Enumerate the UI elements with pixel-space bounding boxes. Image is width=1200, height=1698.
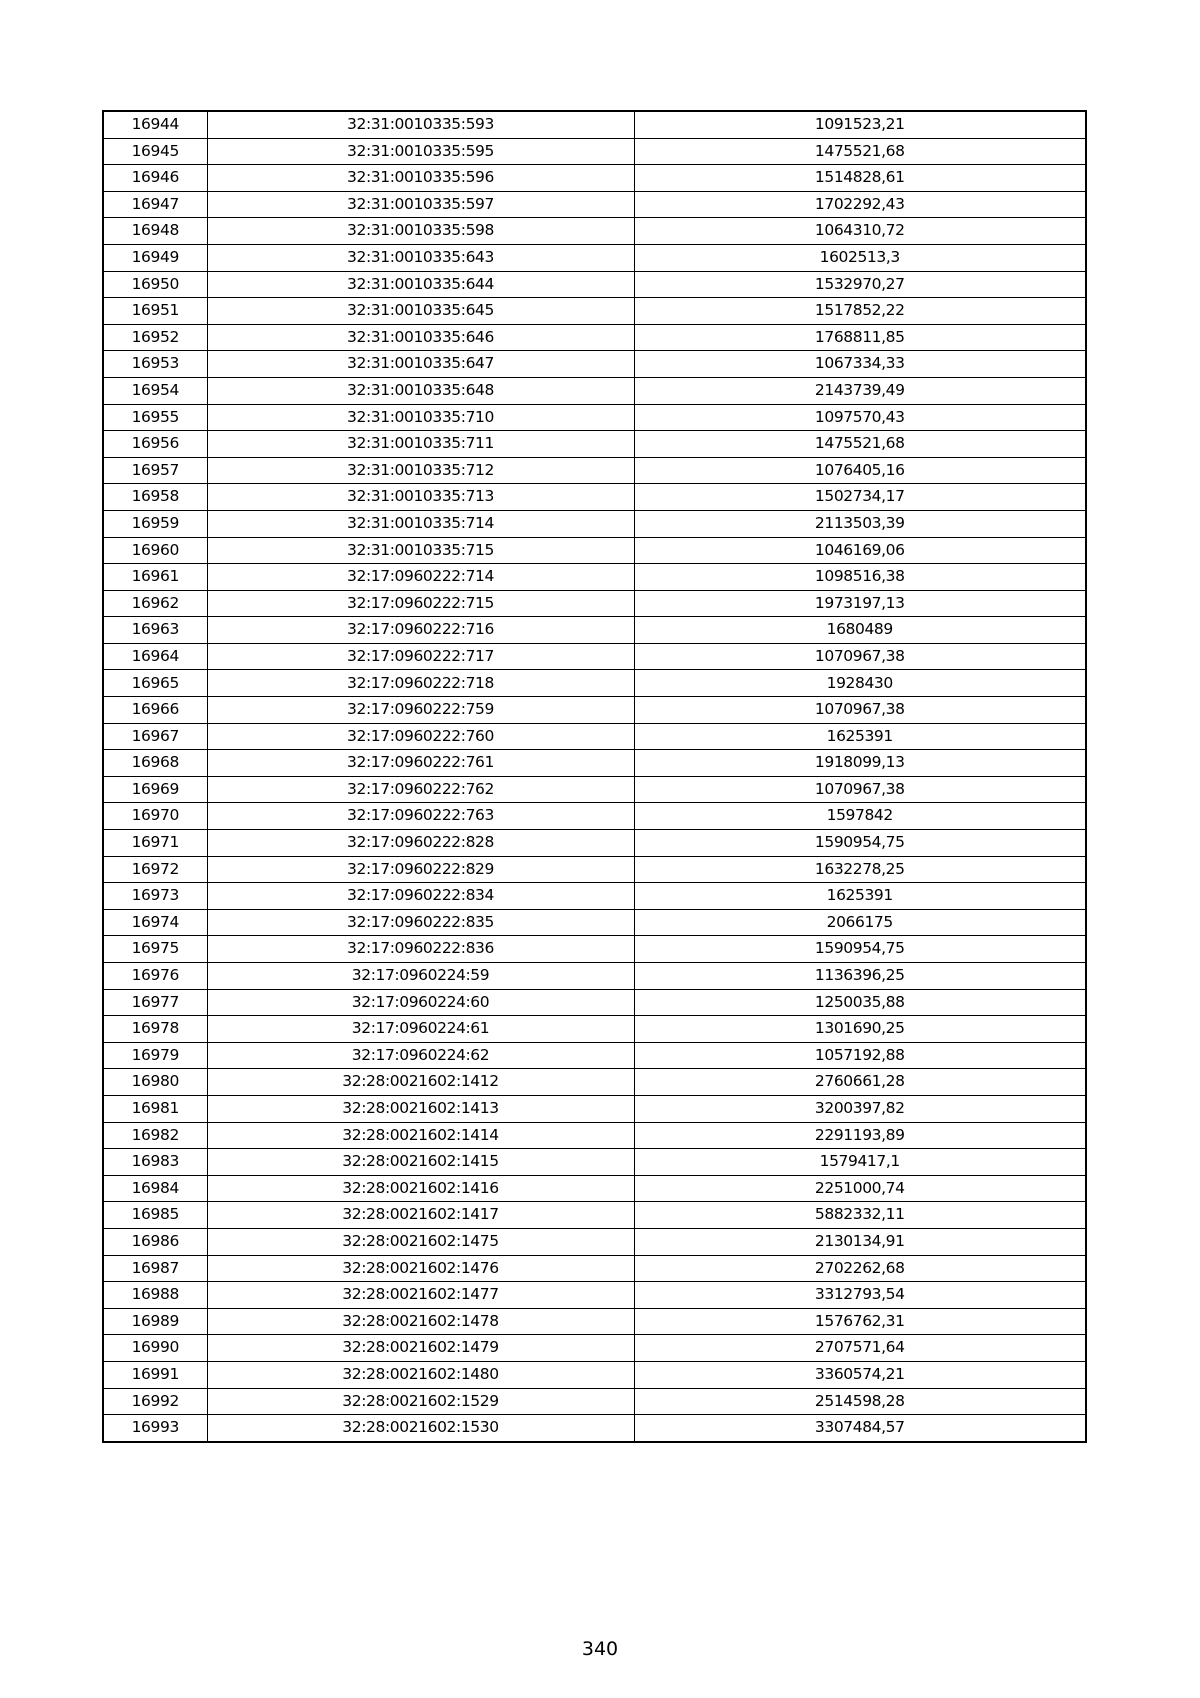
row-number-cell: 16951 <box>103 298 207 325</box>
row-number-cell: 16945 <box>103 138 207 165</box>
table-row <box>103 697 1086 724</box>
cadastral-number-cell: 32:28:0021602:1530 <box>207 1415 634 1442</box>
row-number-cell: 16982 <box>103 1122 207 1149</box>
value-cell: 1532970,27 <box>634 271 1086 298</box>
value-cell: 1097570,43 <box>634 404 1086 431</box>
value-cell: 1702292,43 <box>634 191 1086 218</box>
table-row <box>103 564 1086 591</box>
value-cell: 2066175 <box>634 909 1086 936</box>
cadastral-number-cell: 32:17:0960224:62 <box>207 1042 634 1069</box>
row-number-cell: 16985 <box>103 1202 207 1229</box>
row-number-cell: 16957 <box>103 457 207 484</box>
cadastral-number-cell: 32:17:0960222:763 <box>207 803 634 830</box>
value-cell: 1918099,13 <box>634 750 1086 777</box>
row-number-cell: 16950 <box>103 271 207 298</box>
table-row <box>103 936 1086 963</box>
value-cell: 2514598,28 <box>634 1388 1086 1415</box>
row-number-cell: 16991 <box>103 1361 207 1388</box>
row-number-cell: 16969 <box>103 776 207 803</box>
cadastral-number-cell: 32:17:0960222:760 <box>207 723 634 750</box>
table-row <box>103 643 1086 670</box>
value-cell: 2130134,91 <box>634 1228 1086 1255</box>
table-row <box>103 590 1086 617</box>
cadastral-number-cell: 32:31:0010335:713 <box>207 484 634 511</box>
cadastral-number-cell: 32:17:0960222:836 <box>207 936 634 963</box>
cadastral-number-cell: 32:31:0010335:643 <box>207 244 634 271</box>
row-number-cell: 16986 <box>103 1228 207 1255</box>
value-cell: 1597842 <box>634 803 1086 830</box>
row-number-cell: 16974 <box>103 909 207 936</box>
value-cell: 2707571,64 <box>634 1335 1086 1362</box>
row-number-cell: 16981 <box>103 1095 207 1122</box>
row-number-cell: 16963 <box>103 617 207 644</box>
cadastral-number-cell: 32:31:0010335:710 <box>207 404 634 431</box>
cadastral-number-cell: 32:17:0960224:59 <box>207 963 634 990</box>
cadastral-number-cell: 32:31:0010335:647 <box>207 351 634 378</box>
value-cell: 3307484,57 <box>634 1415 1086 1442</box>
row-number-cell: 16987 <box>103 1255 207 1282</box>
row-number-cell: 16977 <box>103 989 207 1016</box>
table-row <box>103 1149 1086 1176</box>
cadastral-number-cell: 32:31:0010335:646 <box>207 324 634 351</box>
table-row <box>103 351 1086 378</box>
row-number-cell: 16947 <box>103 191 207 218</box>
table-row <box>103 1069 1086 1096</box>
row-number-cell: 16946 <box>103 165 207 192</box>
value-cell: 1475521,68 <box>634 431 1086 458</box>
cadastral-number-cell: 32:28:0021602:1413 <box>207 1095 634 1122</box>
value-cell: 1973197,13 <box>634 590 1086 617</box>
table-row <box>103 963 1086 990</box>
table-row <box>103 271 1086 298</box>
row-number-cell: 16955 <box>103 404 207 431</box>
row-number-cell: 16966 <box>103 697 207 724</box>
page-number: 340 <box>581 1638 619 1660</box>
row-number-cell: 16948 <box>103 218 207 245</box>
row-number-cell: 16988 <box>103 1282 207 1309</box>
table-row <box>103 1175 1086 1202</box>
value-cell: 1475521,68 <box>634 138 1086 165</box>
value-cell: 2143739,49 <box>634 377 1086 404</box>
value-cell: 1301690,25 <box>634 1016 1086 1043</box>
value-cell: 1091523,21 <box>634 111 1086 138</box>
value-cell: 1576762,31 <box>634 1308 1086 1335</box>
table-row <box>103 1361 1086 1388</box>
value-cell: 1067334,33 <box>634 351 1086 378</box>
row-number-cell: 16992 <box>103 1388 207 1415</box>
cadastral-number-cell: 32:17:0960222:835 <box>207 909 634 936</box>
value-cell: 1098516,38 <box>634 564 1086 591</box>
row-number-cell: 16949 <box>103 244 207 271</box>
value-cell: 1590954,75 <box>634 830 1086 857</box>
row-number-cell: 16993 <box>103 1415 207 1442</box>
cadastral-number-cell: 32:31:0010335:645 <box>207 298 634 325</box>
table-row <box>103 377 1086 404</box>
row-number-cell: 16956 <box>103 431 207 458</box>
value-cell: 3200397,82 <box>634 1095 1086 1122</box>
cadastral-number-cell: 32:17:0960222:717 <box>207 643 634 670</box>
table-row <box>103 324 1086 351</box>
table-row <box>103 298 1086 325</box>
table-row <box>103 1282 1086 1309</box>
cadastral-number-cell: 32:28:0021602:1529 <box>207 1388 634 1415</box>
cadastral-number-cell: 32:31:0010335:648 <box>207 377 634 404</box>
row-number-cell: 16961 <box>103 564 207 591</box>
value-cell: 1064310,72 <box>634 218 1086 245</box>
value-cell: 1579417,1 <box>634 1149 1086 1176</box>
value-cell: 3312793,54 <box>634 1282 1086 1309</box>
table-row <box>103 1122 1086 1149</box>
cadastral-number-cell: 32:17:0960222:762 <box>207 776 634 803</box>
table-row <box>103 1335 1086 1362</box>
cadastral-number-cell: 32:28:0021602:1414 <box>207 1122 634 1149</box>
table-row <box>103 1255 1086 1282</box>
table-row <box>103 883 1086 910</box>
cadastral-number-cell: 32:31:0010335:715 <box>207 537 634 564</box>
row-number-cell: 16976 <box>103 963 207 990</box>
table-row <box>103 617 1086 644</box>
value-cell: 1046169,06 <box>634 537 1086 564</box>
cadastral-number-cell: 32:31:0010335:598 <box>207 218 634 245</box>
table-row <box>103 1042 1086 1069</box>
cadastral-number-cell: 32:17:0960222:715 <box>207 590 634 617</box>
row-number-cell: 16968 <box>103 750 207 777</box>
row-number-cell: 16970 <box>103 803 207 830</box>
row-number-cell: 16952 <box>103 324 207 351</box>
value-cell: 1070967,38 <box>634 697 1086 724</box>
value-cell: 1602513,3 <box>634 244 1086 271</box>
value-cell: 1502734,17 <box>634 484 1086 511</box>
value-cell: 1632278,25 <box>634 856 1086 883</box>
row-number-cell: 16971 <box>103 830 207 857</box>
table-row <box>103 457 1086 484</box>
row-number-cell: 16973 <box>103 883 207 910</box>
value-cell: 1076405,16 <box>634 457 1086 484</box>
value-cell: 1928430 <box>634 670 1086 697</box>
cadastral-number-cell: 32:17:0960222:716 <box>207 617 634 644</box>
cadastral-number-cell: 32:17:0960222:718 <box>207 670 634 697</box>
value-cell: 1625391 <box>634 883 1086 910</box>
table-row <box>103 1095 1086 1122</box>
cadastral-number-cell: 32:28:0021602:1480 <box>207 1361 634 1388</box>
value-cell: 5882332,11 <box>634 1202 1086 1229</box>
row-number-cell: 16967 <box>103 723 207 750</box>
table-row <box>103 803 1086 830</box>
row-number-cell: 16953 <box>103 351 207 378</box>
cadastral-number-cell: 32:17:0960222:828 <box>207 830 634 857</box>
row-number-cell: 16989 <box>103 1308 207 1335</box>
cadastral-number-cell: 32:17:0960222:761 <box>207 750 634 777</box>
value-cell: 1514828,61 <box>634 165 1086 192</box>
table-row <box>103 856 1086 883</box>
cadastral-number-cell: 32:31:0010335:711 <box>207 431 634 458</box>
table-row <box>103 1228 1086 1255</box>
cadastral-number-cell: 32:31:0010335:714 <box>207 510 634 537</box>
table-row <box>103 776 1086 803</box>
row-number-cell: 16944 <box>103 111 207 138</box>
cadastral-number-cell: 32:17:0960224:60 <box>207 989 634 1016</box>
table-row <box>103 1016 1086 1043</box>
value-cell: 2113503,39 <box>634 510 1086 537</box>
cadastral-number-cell: 32:28:0021602:1477 <box>207 1282 634 1309</box>
cadastral-number-cell: 32:28:0021602:1475 <box>207 1228 634 1255</box>
value-cell: 3360574,21 <box>634 1361 1086 1388</box>
table-row <box>103 1415 1086 1442</box>
table-row <box>103 510 1086 537</box>
row-number-cell: 16979 <box>103 1042 207 1069</box>
row-number-cell: 16983 <box>103 1149 207 1176</box>
table-row <box>103 244 1086 271</box>
cadastral-number-cell: 32:17:0960222:829 <box>207 856 634 883</box>
cadastral-value-table <box>102 110 1087 1443</box>
cadastral-number-cell: 32:31:0010335:595 <box>207 138 634 165</box>
value-cell: 1768811,85 <box>634 324 1086 351</box>
cadastral-number-cell: 32:31:0010335:712 <box>207 457 634 484</box>
value-cell: 2251000,74 <box>634 1175 1086 1202</box>
value-cell: 1057192,88 <box>634 1042 1086 1069</box>
table-row <box>103 750 1086 777</box>
table-row <box>103 989 1086 1016</box>
row-number-cell: 16980 <box>103 1069 207 1096</box>
row-number-cell: 16965 <box>103 670 207 697</box>
value-cell: 1070967,38 <box>634 776 1086 803</box>
value-cell: 2291193,89 <box>634 1122 1086 1149</box>
table-row <box>103 670 1086 697</box>
cadastral-number-cell: 32:28:0021602:1412 <box>207 1069 634 1096</box>
cadastral-number-cell: 32:28:0021602:1478 <box>207 1308 634 1335</box>
value-cell: 1250035,88 <box>634 989 1086 1016</box>
value-cell: 1070967,38 <box>634 643 1086 670</box>
table-row <box>103 830 1086 857</box>
table-row <box>103 1202 1086 1229</box>
table-row <box>103 191 1086 218</box>
row-number-cell: 16959 <box>103 510 207 537</box>
value-cell: 1517852,22 <box>634 298 1086 325</box>
row-number-cell: 16984 <box>103 1175 207 1202</box>
cadastral-number-cell: 32:28:0021602:1479 <box>207 1335 634 1362</box>
cadastral-number-cell: 32:28:0021602:1415 <box>207 1149 634 1176</box>
cadastral-number-cell: 32:17:0960224:61 <box>207 1016 634 1043</box>
value-cell: 1590954,75 <box>634 936 1086 963</box>
table-body <box>103 111 1086 1442</box>
cadastral-number-cell: 32:28:0021602:1417 <box>207 1202 634 1229</box>
row-number-cell: 16960 <box>103 537 207 564</box>
table-row <box>103 218 1086 245</box>
value-cell: 1625391 <box>634 723 1086 750</box>
cadastral-number-cell: 32:28:0021602:1476 <box>207 1255 634 1282</box>
cadastral-number-cell: 32:31:0010335:596 <box>207 165 634 192</box>
row-number-cell: 16958 <box>103 484 207 511</box>
table-row <box>103 404 1086 431</box>
table-row <box>103 484 1086 511</box>
row-number-cell: 16972 <box>103 856 207 883</box>
table-row <box>103 111 1086 138</box>
cadastral-number-cell: 32:31:0010335:597 <box>207 191 634 218</box>
table-row <box>103 1308 1086 1335</box>
cadastral-number-cell: 32:17:0960222:759 <box>207 697 634 724</box>
value-cell: 2702262,68 <box>634 1255 1086 1282</box>
row-number-cell: 16964 <box>103 643 207 670</box>
value-cell: 1680489 <box>634 617 1086 644</box>
cadastral-number-cell: 32:31:0010335:644 <box>207 271 634 298</box>
cadastral-number-cell: 32:17:0960222:714 <box>207 564 634 591</box>
table-row <box>103 138 1086 165</box>
cadastral-number-cell: 32:28:0021602:1416 <box>207 1175 634 1202</box>
table-row <box>103 909 1086 936</box>
table-row <box>103 723 1086 750</box>
row-number-cell: 16978 <box>103 1016 207 1043</box>
value-cell: 2760661,28 <box>634 1069 1086 1096</box>
cadastral-number-cell: 32:17:0960222:834 <box>207 883 634 910</box>
table-row <box>103 165 1086 192</box>
table-row <box>103 431 1086 458</box>
row-number-cell: 16975 <box>103 936 207 963</box>
table-row <box>103 1388 1086 1415</box>
value-cell: 1136396,25 <box>634 963 1086 990</box>
table-row <box>103 537 1086 564</box>
row-number-cell: 16954 <box>103 377 207 404</box>
row-number-cell: 16990 <box>103 1335 207 1362</box>
cadastral-number-cell: 32:31:0010335:593 <box>207 111 634 138</box>
row-number-cell: 16962 <box>103 590 207 617</box>
